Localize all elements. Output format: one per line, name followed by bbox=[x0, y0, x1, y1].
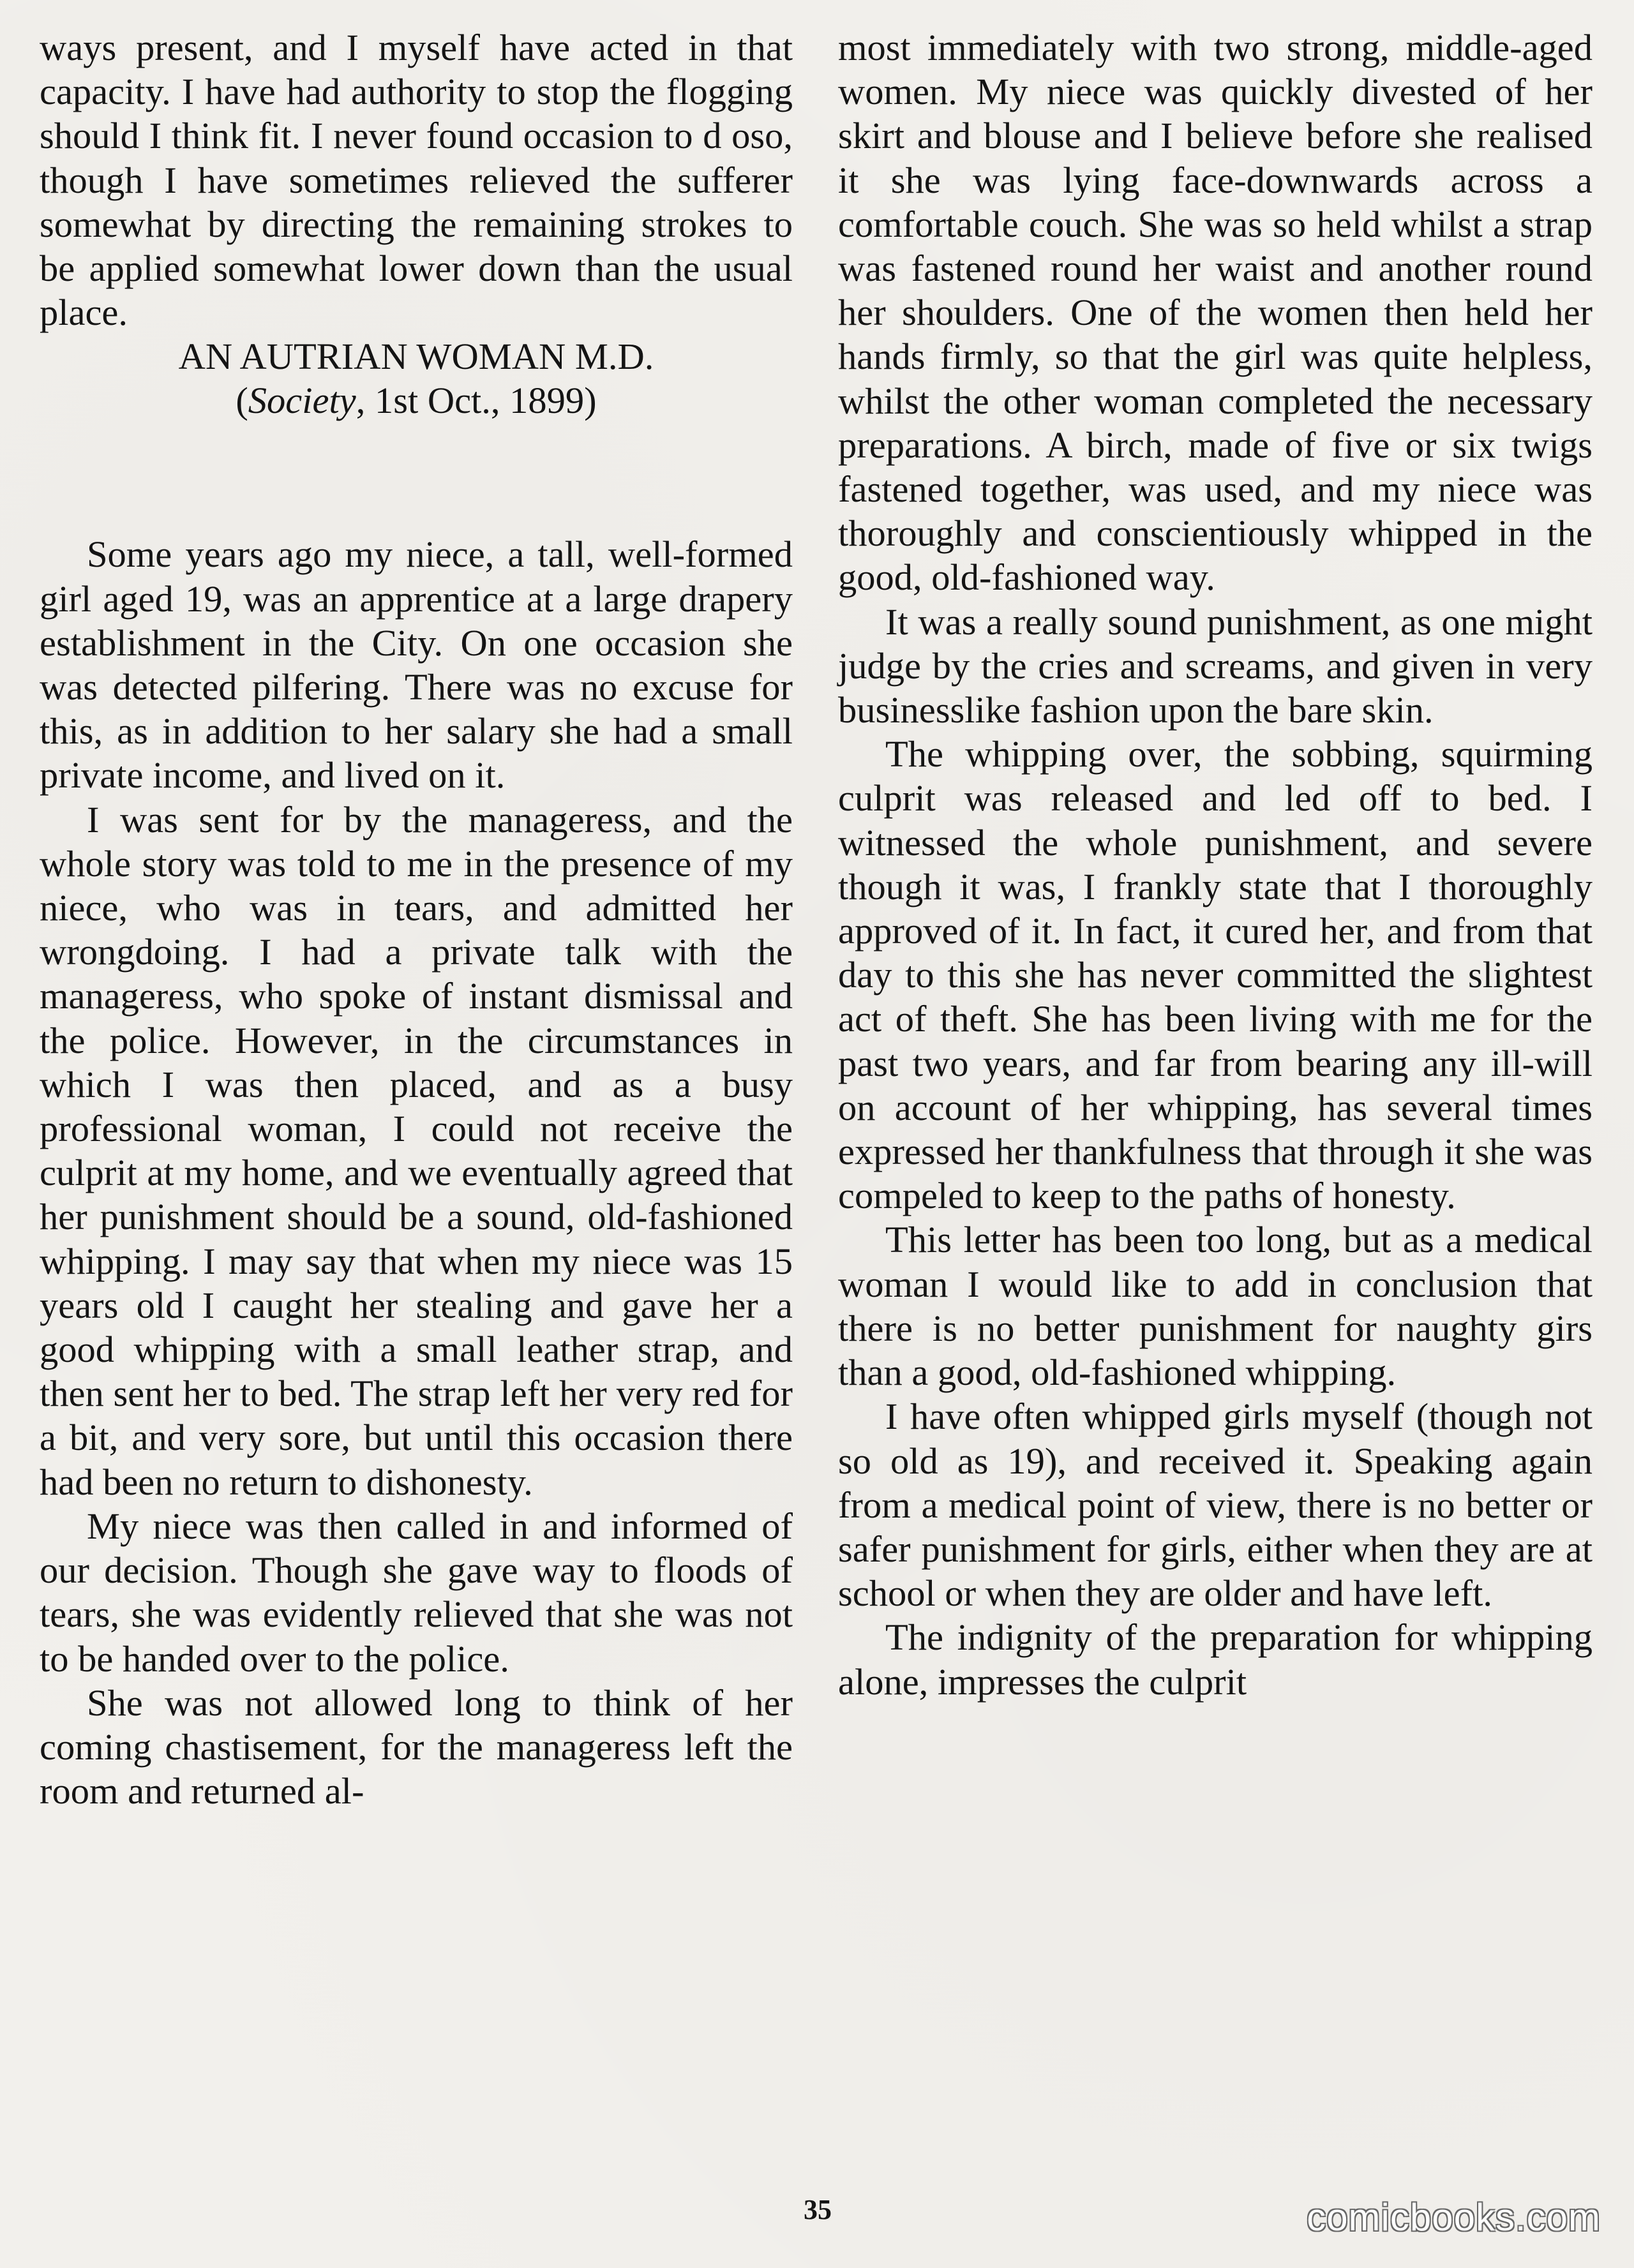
paragraph: The indignity of the preparation for whipping alone, impresses the culprit bbox=[838, 1616, 1593, 1703]
continued-paragraph: ways present, and I myself have acted in that capacity. I have had authority to stop the flogging should I think fit. I never found occasion to d oso, though I have sometimes relieved the sufferer somewhat by directing the remaining strokes to be applied somewhat lower down than the usual place. bbox=[40, 27, 793, 334]
watermark: comicbooks.com bbox=[1307, 2196, 1601, 2239]
paragraph: I have often whipped girls myself (though not so old as 19), and received it. Speaking again from a medical point of view, there is no better or safer punishment for girls, either when they are at school or when they are older and have left. bbox=[838, 1396, 1593, 1615]
paragraph: I was sent for by the manageress, and the whole story was told to me in the presence of my niece, who was in tears, and admitted her wrongdoing. I had a private talk with the manageress, who spoke of instant dismissal and the police. However, in the circumstances in which I was then placed, and as a busy professional woman, I could not receive the culprit at my home, and we eventually agreed that her punishment should be a sound, old-fashioned whipping. I may say that when my niece was 15 years old I caught her stealing and gave her a good whipping with a small leather strap, and then sent her to bed. The strap left her very red for a bit, and very sore, but until this occasion there had been no return to dishonesty. bbox=[40, 798, 793, 1503]
attribution-source bbox=[40, 378, 793, 422]
right-column bbox=[838, 26, 1593, 1704]
section-gap bbox=[40, 422, 793, 532]
attribution-open: ( bbox=[236, 380, 248, 422]
continued-paragraph: most immediately with two strong, middle-aged women. My niece was quickly divested of her skirt and blouse and I believe before she realised it she was lying face-downwards across a comfortable couch. She was so held whilst a strap was fastened round her waist and another round her shoulders. One of the women then held her hands firmly, so that the girl was quite helpless, whilst the other woman completed the necessary preparations. A birch, made of five or six twigs fastened together, was used, and my niece was thoroughly and conscientiously whipped in the good, old-fashioned way. bbox=[838, 27, 1593, 599]
left-column bbox=[40, 26, 793, 1813]
attribution-name: AN AUTRIAN WOMAN M.D. bbox=[178, 336, 654, 378]
paragraph: She was not allowed long to think of her coming chastisement, for the manageress left the room and returned al- bbox=[40, 1682, 793, 1812]
paragraph: Some years ago my niece, a tall, well-formed girl aged 19, was an apprentice at a large drapery establishment in the City. On one occasion she was detected pilfering. There was no excuse for this, as in addition to her salary she had a small private income, and lived on it. bbox=[40, 533, 793, 796]
paragraph: This letter has been too long, but as a medical woman I would like to add in conclusion that there is no better punishment for naughty girs than a good, old-fashioned whipping. bbox=[838, 1219, 1593, 1394]
attribution-publication: Society bbox=[248, 380, 356, 422]
paragraph: My niece was then called in and informed of our decision. Though she gave way to floods of tears, she was evidently relieved that she was not to be handed over to the police. bbox=[40, 1505, 793, 1680]
paragraph: The whipping over, the sobbing, squirming culprit was released and led off to bed. I witnessed the whole punishment, and severe though it was, I frankly state that I thoroughly approved of it. In fact, it cured her, and from that day to this she has never committed the slightest act of theft. She has been living with me for the past two years, and far from bearing any ill-will on account of her whipping, has several times expressed her thankfulness that through it she was compeled to keep to the paths of honesty. bbox=[838, 733, 1593, 1217]
paragraph: It was a really sound punishment, as one might judge by the cries and screams, and given in very businesslike fashion upon the bare skin. bbox=[838, 601, 1593, 731]
page-number: 35 bbox=[804, 2194, 832, 2225]
attribution-date: , 1st Oct., 1899) bbox=[356, 380, 597, 422]
